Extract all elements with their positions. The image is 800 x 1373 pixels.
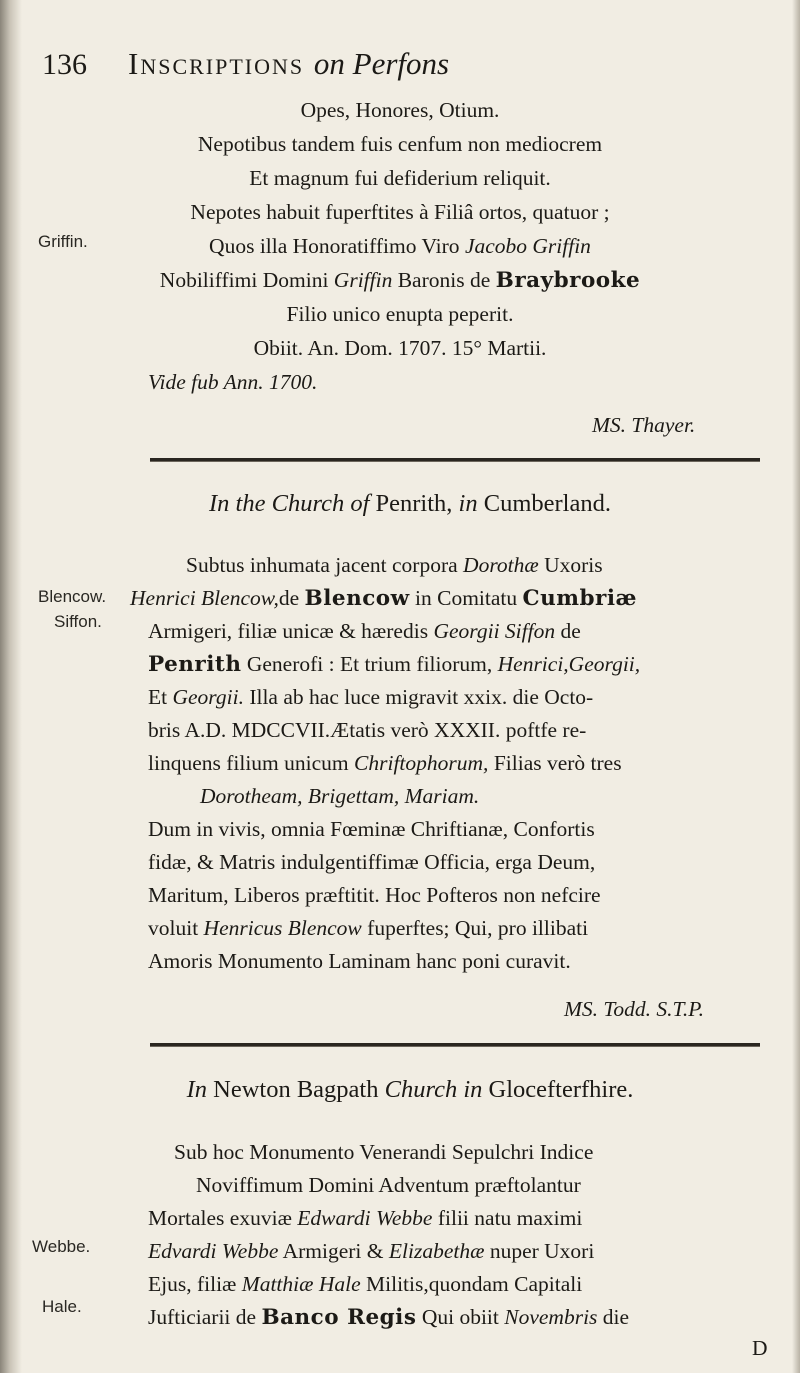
inscription-line: Nepotibus tandem fuis cenfum non mediocrem: [197, 132, 603, 156]
inscription-line: Nobiliffimi Domini Griffin Baronis de Braybrooke: [159, 268, 641, 293]
inscription-line: Filio unico enupta peperit.: [286, 302, 514, 326]
inscription-line: voluit Henricus Blencow fuperftes; Qui, pro illibati: [148, 916, 589, 940]
inscription-line: Penrith Generofi : Et trium filiorum, Henrici,Georgii,: [148, 652, 641, 677]
inscription-line: Edvardi Webbe Armigeri & Elizabethæ nuper Uxori: [148, 1239, 595, 1263]
page-number: 136: [42, 48, 87, 81]
inscription-line: Subtus inhumata jacent corpora Dorothæ Uxoris: [186, 553, 603, 577]
running-head: [128, 46, 449, 82]
catchword: D: [752, 1336, 768, 1360]
running-head-caps: Inscriptions: [128, 46, 305, 81]
inscription-line: Henrici Blencow,de Blencow in Comitatu Cumbriæ: [130, 586, 638, 611]
margin-name-webbe: Webbe.: [32, 1237, 91, 1256]
section-heading: In Newton Bagpath Church in Glocefterfhire.: [186, 1076, 634, 1103]
inscription-line: Jufticiarii de Banco Regis Qui obiit Novembris die: [148, 1305, 630, 1330]
section-divider: [150, 1043, 760, 1047]
margin-name-griffin: Griffin.: [38, 232, 88, 251]
inscription-line: Mortales exuviæ Edwardi Webbe filii natu maximi: [148, 1206, 583, 1230]
inscription-line: Dum in vivis, omnia Fœminæ Chriftianæ, Confortis: [148, 817, 595, 841]
inscription-line: linquens filium unicum Chriftophorum, Filias verò tres: [148, 751, 622, 775]
section-divider: [150, 458, 760, 462]
inscription-line: Amoris Monumento Laminam hanc poni curavit.: [148, 949, 571, 973]
inscription-line: Et magnum fui defiderium reliquit.: [249, 166, 551, 190]
running-head-italic: on Perfons: [313, 46, 450, 81]
inscription-line: Maritum, Liberos præftitit. Hoc Pofteros non nefcire: [148, 883, 601, 907]
margin-name-hale: Hale.: [42, 1297, 82, 1316]
inscription-line: Dorotheam, Brigettam, Mariam.: [200, 784, 480, 808]
source-citation: MS. Todd. S.T.P.: [564, 997, 704, 1021]
inscription-line: Noviffimum Domini Adventum præftolantur: [196, 1173, 581, 1197]
inscription-line: bris A.D. MDCCVII.Ætatis verò XXXII. poftfe re-: [148, 718, 587, 742]
inscription-line: Armigeri, filiæ unicæ & hæredis Georgii Siffon de: [148, 619, 581, 643]
inscription-line: Sub hoc Monumento Venerandi Sepulchri Indice: [174, 1140, 594, 1164]
page-edge: [792, 0, 800, 1373]
section-heading: In the Church of Penrith, in Cumberland.: [209, 490, 611, 517]
margin-name-siffon: Siffon.: [54, 612, 102, 631]
inscription-line: Quos illa Honoratiffimo Viro Jacobo Griffin: [209, 234, 591, 258]
inscription-line: Vide fub Ann. 1700.: [148, 370, 318, 394]
margin-name-blencow: Blencow.: [38, 587, 107, 606]
inscription-line: Et Georgii. Illa ab hac luce migravit xxix. die Octo-: [148, 685, 594, 709]
source-citation: MS. Thayer.: [592, 413, 696, 437]
inscription-line: Obiit. An. Dom. 1707. 15° Martii.: [253, 336, 547, 360]
inscription-line: fidæ, & Matris indulgentiffimæ Officia, erga Deum,: [148, 850, 596, 874]
inscription-line: Opes, Honores, Otium.: [300, 98, 500, 122]
inscription-line: Ejus, filiæ Matthiæ Hale Militis,quondam Capitali: [148, 1272, 583, 1296]
gutter-shadow: [0, 0, 22, 1373]
inscription-line: Nepotes habuit fuperftites à Filiâ ortos, quatuor ;: [190, 200, 610, 224]
